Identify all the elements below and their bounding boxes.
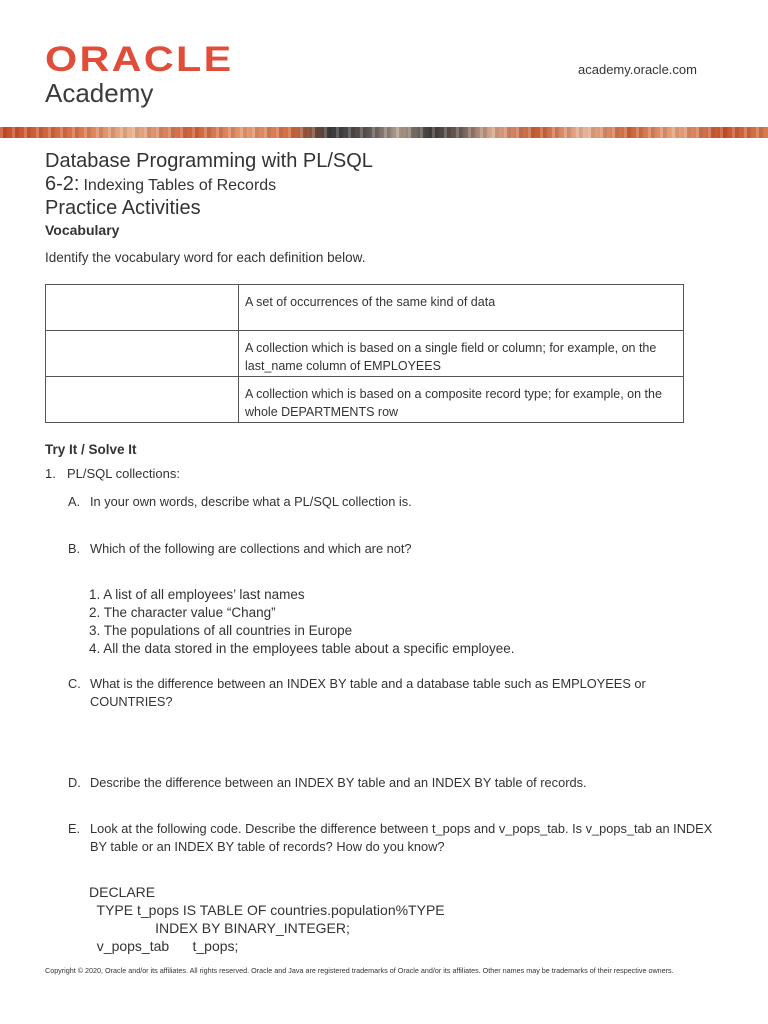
vocabulary-table xyxy=(45,284,684,423)
part-letter: C. xyxy=(68,676,81,691)
list-item: 4. All the data stored in the employees table about a specific employee. xyxy=(89,641,515,656)
vocabulary-term-cell[interactable] xyxy=(46,331,239,377)
question-part-d xyxy=(68,774,728,792)
code-line: v_pops_tab t_pops; xyxy=(89,938,239,954)
question-part-e xyxy=(68,820,728,856)
list-item: 3. The populations of all countries in Europe xyxy=(89,623,353,638)
academy-logo-text: Academy xyxy=(45,78,154,108)
options-list xyxy=(89,586,515,658)
part-text: Look at the following code. Describe the difference between t_pops and v_pops_tab. Is v_pops_tab an INDEX BY table or an INDEX BY table of records? How do you know? xyxy=(90,821,713,854)
vocabulary-heading: Vocabulary xyxy=(45,222,120,238)
oracle-logo: ORACLE xyxy=(45,40,234,79)
question-part-a xyxy=(68,493,728,511)
part-letter: B. xyxy=(68,541,81,556)
question-part-b xyxy=(68,540,728,558)
copyright-footer: Copyright © 2020, Oracle and/or its affiliates. All rights reserved. Oracle and Java are registered trademarks of Oracle and/or its affiliates. Other names may be trademarks of their respective owners. xyxy=(45,966,674,975)
table-row xyxy=(46,285,684,331)
vocabulary-term-cell[interactable] xyxy=(46,285,239,331)
code-block xyxy=(89,883,445,955)
course-title: Database Programming with PL/SQL xyxy=(45,150,373,172)
part-text: Describe the difference between an INDEX BY table and an INDEX BY table of records. xyxy=(90,775,587,790)
activity-title: Practice Activities xyxy=(45,197,201,219)
site-url[interactable]: academy.oracle.com xyxy=(578,62,697,77)
vocabulary-intro: Identify the vocabulary word for each definition below. xyxy=(45,250,366,265)
lesson-name: Indexing Tables of Records xyxy=(83,177,277,194)
vocabulary-term-cell[interactable] xyxy=(46,377,239,423)
decorative-banner xyxy=(0,127,768,138)
code-line: TYPE t_pops IS TABLE OF countries.population%TYPE xyxy=(89,902,445,918)
part-letter: D. xyxy=(68,775,81,790)
part-text: In your own words, describe what a PL/SQL collection is. xyxy=(90,494,412,509)
vocabulary-definition: A set of occurrences of the same kind of data xyxy=(239,285,684,331)
table-row xyxy=(46,377,684,423)
question-number: 1. xyxy=(45,466,56,481)
part-text: What is the difference between an INDEX BY table and a database table such as EMPLOYEES or COUNTRIES? xyxy=(90,676,646,709)
lesson-title xyxy=(45,173,276,196)
question-1 xyxy=(45,466,180,481)
lesson-number: 6-2: xyxy=(45,173,80,195)
question-part-c xyxy=(68,675,718,711)
part-letter: A. xyxy=(68,494,81,509)
list-item: 1. A list of all employees’ last names xyxy=(89,587,305,602)
code-line: DECLARE xyxy=(89,884,156,900)
code-line: INDEX BY BINARY_INTEGER; xyxy=(89,920,350,936)
list-item: 2. The character value “Chang” xyxy=(89,605,276,620)
try-it-heading: Try It / Solve It xyxy=(45,442,137,457)
part-letter: E. xyxy=(68,821,81,836)
vocabulary-definition: A collection which is based on a single field or column; for example, on the last_name column of EMPLOYEES xyxy=(239,331,684,377)
question-text: PL/SQL collections: xyxy=(67,466,180,481)
table-row xyxy=(46,331,684,377)
vocabulary-definition: A collection which is based on a composite record type; for example, on the whole DEPARTMENTS row xyxy=(239,377,684,423)
part-text: Which of the following are collections and which are not? xyxy=(90,541,412,556)
